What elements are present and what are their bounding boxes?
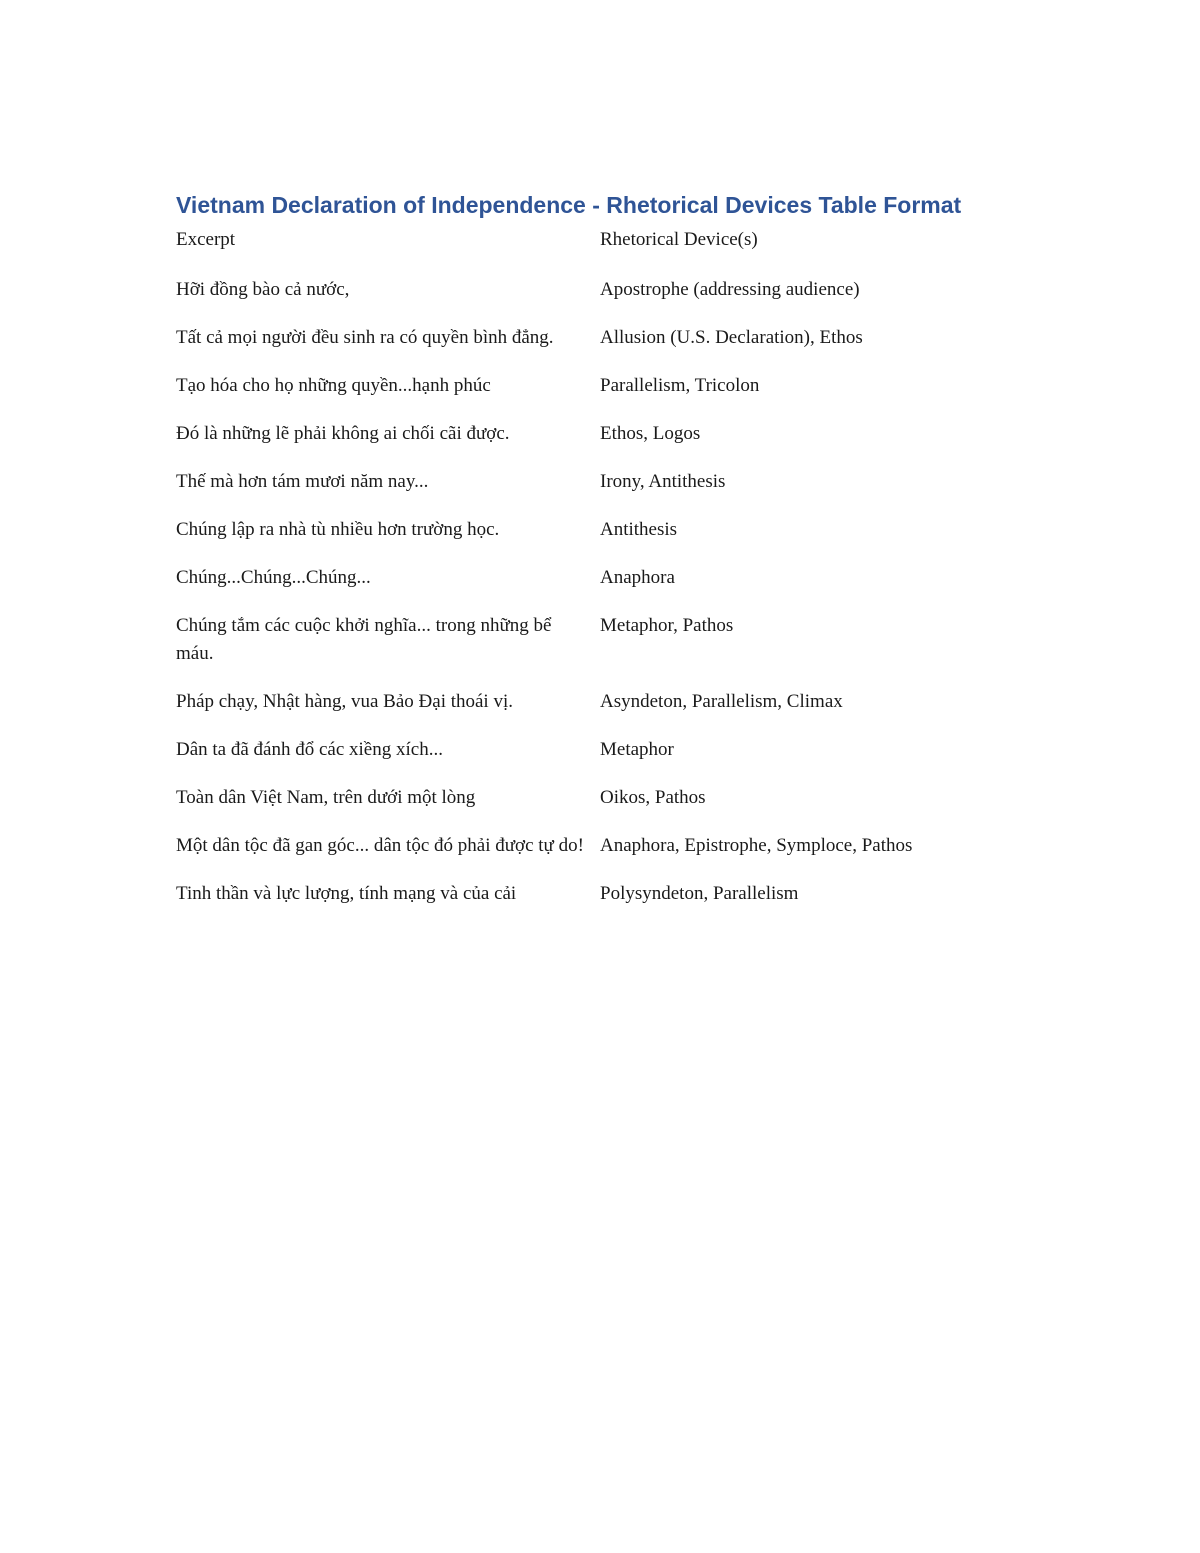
devices-cell: Irony, Antithesis — [600, 471, 726, 492]
excerpt-cell: Toàn dân Việt Nam, trên dưới một lòng — [176, 787, 476, 808]
devices-cell: Ethos, Logos — [600, 423, 701, 444]
table-header-row — [176, 226, 1006, 276]
table-row — [176, 880, 1006, 928]
devices-cell: Anaphora, Epistrophe, Symploce, Pathos — [600, 835, 913, 856]
excerpt-cell: Một dân tộc đã gan góc... dân tộc đó phải được tự do! — [176, 835, 584, 856]
document-page — [176, 190, 1036, 928]
devices-cell: Asyndeton, Parallelism, Climax — [600, 691, 843, 712]
excerpt-cell: Chúng lập ra nhà tù nhiều hơn trường học. — [176, 519, 500, 540]
header-rhetorical-devices: Rhetorical Device(s) — [600, 229, 758, 250]
table-row — [176, 832, 1006, 880]
devices-cell: Anaphora — [600, 567, 675, 588]
excerpt-cell: Chúng...Chúng...Chúng... — [176, 567, 371, 588]
table-row — [176, 564, 1006, 612]
devices-cell: Antithesis — [600, 519, 678, 540]
excerpt-cell: Đó là những lẽ phải không ai chối cãi được. — [176, 423, 510, 444]
excerpt-cell: Chúng tắm các cuộc khởi nghĩa... trong những bể máu. — [176, 615, 552, 664]
devices-cell: Parallelism, Tricolon — [600, 375, 760, 396]
devices-cell: Metaphor — [600, 739, 674, 760]
table-row — [176, 324, 1006, 372]
table-row — [176, 688, 1006, 736]
excerpt-cell: Dân ta đã đánh đổ các xiềng xích... — [176, 739, 443, 760]
devices-cell: Apostrophe (addressing audience) — [600, 279, 860, 300]
table-row — [176, 420, 1006, 468]
header-excerpt: Excerpt — [176, 229, 236, 250]
rhetorical-devices-table — [176, 226, 1006, 928]
devices-cell: Metaphor, Pathos — [600, 615, 734, 636]
excerpt-cell: Tất cả mọi người đều sinh ra có quyền bình đẳng. — [176, 327, 554, 348]
excerpt-cell: Thế mà hơn tám mươi năm nay... — [176, 471, 429, 492]
excerpt-cell: Tinh thần và lực lượng, tính mạng và của cải — [176, 883, 517, 904]
table-row — [176, 612, 1006, 688]
table-row — [176, 736, 1006, 784]
excerpt-cell: Hỡi đồng bào cả nước, — [176, 279, 350, 300]
table-row — [176, 276, 1006, 324]
excerpt-cell: Pháp chạy, Nhật hàng, vua Bảo Đại thoái vị. — [176, 691, 513, 712]
devices-cell: Allusion (U.S. Declaration), Ethos — [600, 327, 863, 348]
document-title: Vietnam Declaration of Independence - Rhetorical Devices Table Format — [176, 192, 962, 218]
table-row — [176, 784, 1006, 832]
devices-cell: Polysyndeton, Parallelism — [600, 883, 799, 904]
devices-cell: Oikos, Pathos — [600, 787, 706, 808]
table-row — [176, 372, 1006, 420]
table-row — [176, 516, 1006, 564]
excerpt-cell: Tạo hóa cho họ những quyền...hạnh phúc — [176, 375, 491, 396]
table-row — [176, 468, 1006, 516]
